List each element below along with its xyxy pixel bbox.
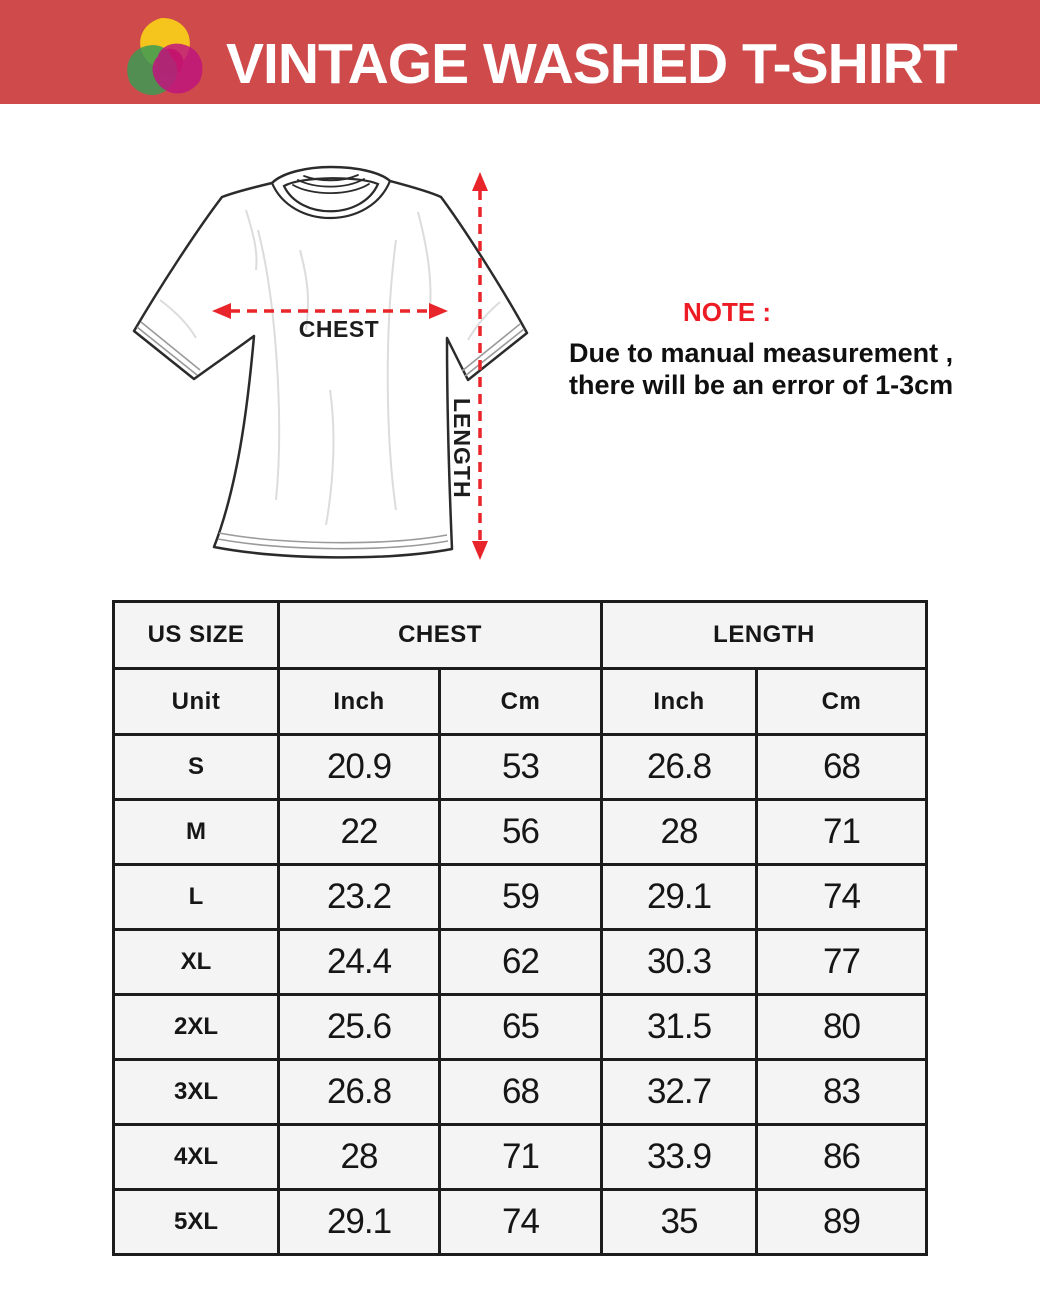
size-cell: M [114, 800, 279, 865]
length-cm-header: Cm [757, 669, 927, 735]
header-length: LENGTH [602, 602, 927, 669]
value-cell: 53 [440, 735, 602, 800]
header-banner [0, 0, 1040, 104]
value-cell: 77 [757, 930, 927, 995]
value-cell: 30.3 [602, 930, 757, 995]
value-cell: 26.8 [279, 1060, 440, 1125]
value-cell: 83 [757, 1060, 927, 1125]
value-cell: 29.1 [279, 1190, 440, 1255]
header-chest: CHEST [279, 602, 602, 669]
unit-label: Unit [114, 669, 279, 735]
chest-inch-header: Inch [279, 669, 440, 735]
value-cell: 71 [440, 1125, 602, 1190]
value-cell: 71 [757, 800, 927, 865]
size-cell: 3XL [114, 1060, 279, 1125]
size-table [112, 600, 928, 1256]
value-cell: 65 [440, 995, 602, 1060]
value-cell: 26.8 [602, 735, 757, 800]
value-cell: 68 [757, 735, 927, 800]
chest-label: CHEST [298, 316, 380, 342]
value-cell: 25.6 [279, 995, 440, 1060]
value-cell: 24.4 [279, 930, 440, 995]
size-cell: 4XL [114, 1125, 279, 1190]
chest-cm-header: Cm [440, 669, 602, 735]
value-cell: 89 [757, 1190, 927, 1255]
brand-logo-icon [120, 12, 214, 102]
value-cell: 68 [440, 1060, 602, 1125]
table-row [114, 865, 927, 930]
value-cell: 20.9 [279, 735, 440, 800]
value-cell: 32.7 [602, 1060, 757, 1125]
size-cell: 5XL [114, 1190, 279, 1255]
size-cell: 2XL [114, 995, 279, 1060]
value-cell: 35 [602, 1190, 757, 1255]
note-line-2: there will be an error of 1-3cm [569, 370, 954, 400]
note-line-1: Due to manual measurement , [569, 338, 954, 368]
value-cell: 31.5 [602, 995, 757, 1060]
table-row [114, 1190, 927, 1255]
table-row [114, 930, 927, 995]
size-cell: XL [114, 930, 279, 995]
value-cell: 33.9 [602, 1125, 757, 1190]
note-block [560, 297, 954, 401]
size-cell: S [114, 735, 279, 800]
length-inch-header: Inch [602, 669, 757, 735]
table-row [114, 1060, 927, 1125]
table-row [114, 800, 927, 865]
value-cell: 23.2 [279, 865, 440, 930]
value-cell: 28 [279, 1125, 440, 1190]
value-cell: 59 [440, 865, 602, 930]
length-label: LENGTH [449, 398, 475, 499]
table-row [114, 735, 927, 800]
size-cell: L [114, 865, 279, 930]
value-cell: 74 [440, 1190, 602, 1255]
table-row [114, 995, 927, 1060]
value-cell: 74 [757, 865, 927, 930]
value-cell: 86 [757, 1125, 927, 1190]
table-group-header-row [114, 602, 927, 669]
value-cell: 80 [757, 995, 927, 1060]
value-cell: 28 [602, 800, 757, 865]
value-cell: 62 [440, 930, 602, 995]
value-cell: 56 [440, 800, 602, 865]
table-unit-row [114, 669, 927, 735]
value-cell: 22 [279, 800, 440, 865]
note-heading: NOTE : [682, 297, 772, 327]
header-us-size: US SIZE [114, 602, 279, 669]
tshirt-diagram [95, 150, 555, 590]
table-row [114, 1125, 927, 1190]
value-cell: 29.1 [602, 865, 757, 930]
page-title: VINTAGE WASHED T-SHIRT [226, 32, 957, 96]
